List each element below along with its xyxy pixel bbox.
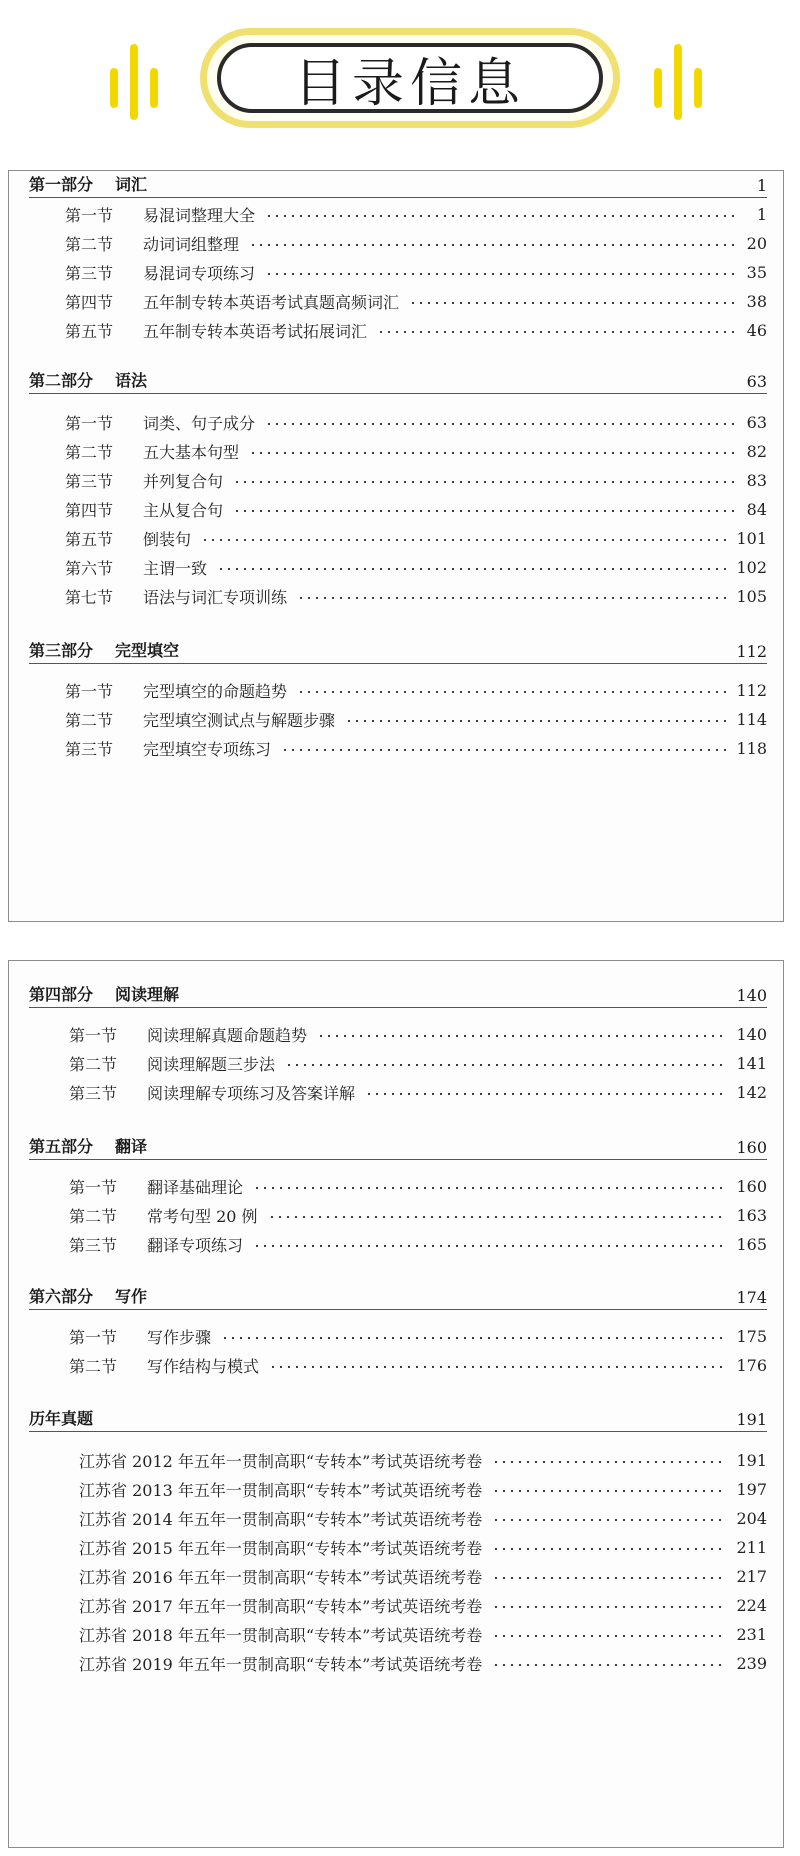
section-page: 82	[746, 441, 767, 461]
decorative-bars-left	[104, 40, 164, 120]
page-title: 目录信息	[293, 53, 526, 114]
section-title: 写作结构与模式	[147, 1356, 260, 1376]
toc-entry[interactable]	[65, 201, 767, 227]
toc-entry[interactable]	[65, 438, 767, 464]
section-page: 176	[736, 1355, 767, 1375]
section-page: 140	[736, 1024, 767, 1044]
part-heading	[29, 981, 767, 1008]
dot-leader	[233, 510, 737, 512]
section-title: 并列复合句	[143, 471, 224, 491]
exam-title: 江苏省 2016 年五年一贯制高职“专转本”考试英语统考卷	[79, 1567, 483, 1587]
section-page: 141	[736, 1053, 767, 1073]
section-page: 101	[736, 528, 767, 548]
section-number: 第五节	[65, 321, 114, 341]
decorative-bars-right	[648, 40, 708, 120]
section-number: 第二节	[65, 234, 114, 254]
part-page: 1	[756, 176, 767, 195]
section-title: 常考句型 20 例	[147, 1206, 258, 1226]
section-title: 阅读理解题三步法	[147, 1054, 276, 1074]
toc-entry[interactable]	[65, 583, 767, 609]
section-number: 第五节	[65, 529, 114, 549]
part-page: 63	[746, 372, 767, 391]
section-title: 词类、句子成分	[143, 413, 256, 433]
part-heading	[29, 1133, 767, 1160]
toc-entry[interactable]	[65, 735, 767, 761]
toc-entry[interactable]	[69, 1050, 767, 1076]
section-title: 翻译基础理论	[147, 1177, 244, 1197]
toc-entry[interactable]	[65, 677, 767, 703]
part-page: 112	[736, 642, 767, 661]
dot-leader	[492, 1490, 726, 1492]
part-name: 翻译	[115, 1137, 148, 1156]
section-title: 主从复合句	[143, 500, 224, 520]
section-page: 83	[746, 470, 767, 490]
section-number: 第一节	[65, 205, 114, 225]
dot-leader	[345, 720, 726, 722]
section-page: 84	[746, 499, 767, 519]
dot-leader	[249, 452, 737, 454]
part-page: 140	[736, 986, 767, 1005]
section-page: 20	[746, 233, 767, 253]
section-title: 完型填空测试点与解题步骤	[143, 710, 336, 730]
section-title: 完型填空的命题趋势	[143, 681, 288, 701]
section-number: 第二节	[65, 710, 114, 730]
exam-title: 江苏省 2019 年五年一贯制高职“专转本”考试英语统考卷	[79, 1654, 483, 1674]
part-name: 阅读理解	[115, 985, 180, 1004]
section-title: 动词词组整理	[143, 234, 240, 254]
toc-entry[interactable]	[69, 1021, 767, 1047]
exam-page: 204	[736, 1508, 767, 1528]
exam-page: 191	[736, 1450, 767, 1470]
section-title: 易混词整理大全	[143, 205, 256, 225]
exam-title: 江苏省 2017 年五年一贯制高职“专转本”考试英语统考卷	[79, 1596, 483, 1616]
exam-entry[interactable]	[79, 1621, 767, 1647]
section-number: 第一节	[65, 413, 114, 433]
section-number: 第二节	[69, 1206, 118, 1226]
section-page: 160	[736, 1176, 767, 1196]
part-heading	[29, 637, 767, 664]
section-title: 倒装句	[143, 529, 192, 549]
part-page: 191	[736, 1410, 767, 1429]
part-label: 第五部分	[29, 1137, 94, 1156]
banner	[0, 0, 800, 150]
dot-leader	[492, 1606, 726, 1608]
section-number: 第三节	[69, 1235, 118, 1255]
toc-entry[interactable]	[69, 1202, 767, 1228]
section-number: 第二节	[65, 442, 114, 462]
section-number: 第三节	[65, 739, 114, 759]
section-page: 35	[746, 262, 767, 282]
exam-title: 江苏省 2015 年五年一贯制高职“专转本”考试英语统考卷	[79, 1538, 483, 1558]
section-number: 第四节	[65, 500, 114, 520]
exam-entry[interactable]	[79, 1563, 767, 1589]
toc-entry[interactable]	[69, 1231, 767, 1257]
dot-leader	[377, 331, 737, 333]
toc-entry[interactable]	[65, 230, 767, 256]
part-label: 第四部分	[29, 985, 94, 1004]
part-page: 174	[736, 1288, 767, 1307]
section-page: 142	[736, 1082, 767, 1102]
section-number: 第一节	[69, 1025, 118, 1045]
dot-leader	[297, 691, 726, 693]
dot-leader	[233, 481, 737, 483]
section-page: 165	[736, 1234, 767, 1254]
part-name: 词汇	[115, 175, 148, 194]
dot-leader	[492, 1577, 726, 1579]
exam-entry[interactable]	[79, 1534, 767, 1560]
dot-leader	[365, 1093, 726, 1095]
exam-page: 217	[736, 1566, 767, 1586]
dot-leader	[253, 1187, 726, 1189]
section-number: 第一节	[69, 1177, 118, 1197]
exam-title: 江苏省 2014 年五年一贯制高职“专转本”考试英语统考卷	[79, 1509, 483, 1529]
dot-leader	[492, 1635, 726, 1637]
section-number: 第一节	[69, 1327, 118, 1347]
dot-leader	[269, 1366, 726, 1368]
part-label: 第二部分	[29, 371, 94, 390]
toc-entry[interactable]	[65, 554, 767, 580]
section-number: 第四节	[65, 292, 114, 312]
section-page: 46	[746, 320, 767, 340]
exam-entry[interactable]	[79, 1505, 767, 1531]
section-number: 第三节	[69, 1083, 118, 1103]
section-title: 完型填空专项练习	[143, 739, 272, 759]
dot-leader	[265, 423, 737, 425]
part-heading	[29, 171, 767, 198]
part-label: 历年真题	[29, 1409, 94, 1428]
section-number: 第二节	[69, 1054, 118, 1074]
dot-leader	[249, 244, 737, 246]
toc-entry[interactable]	[65, 496, 767, 522]
section-page: 112	[736, 680, 767, 700]
part-label: 第三部分	[29, 641, 94, 660]
dot-leader	[285, 1064, 726, 1066]
toc-page-1	[8, 170, 784, 922]
section-title: 写作步骤	[147, 1327, 212, 1347]
part-name: 完型填空	[115, 641, 180, 660]
toc-entry[interactable]	[65, 467, 767, 493]
section-title: 语法与词汇专项训练	[143, 587, 288, 607]
section-title: 五年制专转本英语考试拓展词汇	[143, 321, 368, 341]
exam-page: 224	[736, 1595, 767, 1615]
section-page: 118	[736, 738, 767, 758]
section-page: 102	[736, 557, 767, 577]
part-heading	[29, 1283, 767, 1310]
section-number: 第三节	[65, 471, 114, 491]
dot-leader	[221, 1337, 726, 1339]
dot-leader	[297, 597, 726, 599]
dot-leader	[265, 273, 737, 275]
dot-leader	[492, 1548, 726, 1550]
title-frame	[200, 28, 620, 128]
exam-title: 江苏省 2018 年五年一贯制高职“专转本”考试英语统考卷	[79, 1625, 483, 1645]
exam-entry[interactable]	[79, 1447, 767, 1473]
part-name: 写作	[115, 1287, 148, 1306]
section-number: 第三节	[65, 263, 114, 283]
part-label: 第一部分	[29, 175, 94, 194]
section-title: 五年制专转本英语考试真题高频词汇	[143, 292, 400, 312]
section-title: 翻译专项练习	[147, 1235, 244, 1255]
exam-entry[interactable]	[79, 1476, 767, 1502]
dot-leader	[492, 1664, 726, 1666]
exam-entry[interactable]	[79, 1592, 767, 1618]
dot-leader	[317, 1035, 726, 1037]
dot-leader	[492, 1461, 726, 1463]
toc-entry[interactable]	[69, 1323, 767, 1349]
dot-leader	[492, 1519, 726, 1521]
section-title: 阅读理解专项练习及答案详解	[147, 1083, 356, 1103]
toc-entry[interactable]	[69, 1079, 767, 1105]
title-frame-inner	[217, 43, 603, 113]
section-number: 第七节	[65, 587, 114, 607]
dot-leader	[281, 749, 726, 751]
toc-entry[interactable]	[65, 259, 767, 285]
exam-entry[interactable]	[79, 1650, 767, 1676]
exam-page: 231	[736, 1624, 767, 1644]
dot-leader	[265, 215, 737, 217]
section-page: 1	[756, 204, 767, 224]
dot-leader	[217, 568, 726, 570]
section-title: 易混词专项练习	[143, 263, 256, 283]
toc-page-2	[8, 960, 784, 1848]
exam-page: 239	[736, 1653, 767, 1673]
section-title: 主谓一致	[143, 558, 208, 578]
dot-leader	[268, 1216, 727, 1218]
section-page: 114	[736, 709, 767, 729]
part-heading	[29, 367, 767, 394]
section-page: 38	[746, 291, 767, 311]
dot-leader	[409, 302, 737, 304]
dot-leader	[201, 539, 726, 541]
section-number: 第六节	[65, 558, 114, 578]
section-title: 五大基本句型	[143, 442, 240, 462]
exam-title: 江苏省 2012 年五年一贯制高职“专转本”考试英语统考卷	[79, 1451, 483, 1471]
part-heading	[29, 1405, 767, 1432]
toc-entry[interactable]	[65, 288, 767, 314]
section-page: 105	[736, 586, 767, 606]
part-label: 第六部分	[29, 1287, 94, 1306]
exam-page: 211	[736, 1537, 767, 1557]
exam-title: 江苏省 2013 年五年一贯制高职“专转本”考试英语统考卷	[79, 1480, 483, 1500]
section-page: 163	[736, 1205, 767, 1225]
section-page: 175	[736, 1326, 767, 1346]
toc-entry[interactable]	[69, 1352, 767, 1378]
toc-entry[interactable]	[65, 706, 767, 732]
dot-leader	[253, 1245, 726, 1247]
part-name: 语法	[115, 371, 148, 390]
toc-entry[interactable]	[65, 525, 767, 551]
part-page: 160	[736, 1138, 767, 1157]
toc-entry[interactable]	[69, 1173, 767, 1199]
section-number: 第一节	[65, 681, 114, 701]
section-title: 阅读理解真题命题趋势	[147, 1025, 308, 1045]
toc-entry[interactable]	[65, 317, 767, 343]
section-number: 第二节	[69, 1356, 118, 1376]
section-page: 63	[746, 412, 767, 432]
toc-entry[interactable]	[65, 409, 767, 435]
exam-page: 197	[736, 1479, 767, 1499]
